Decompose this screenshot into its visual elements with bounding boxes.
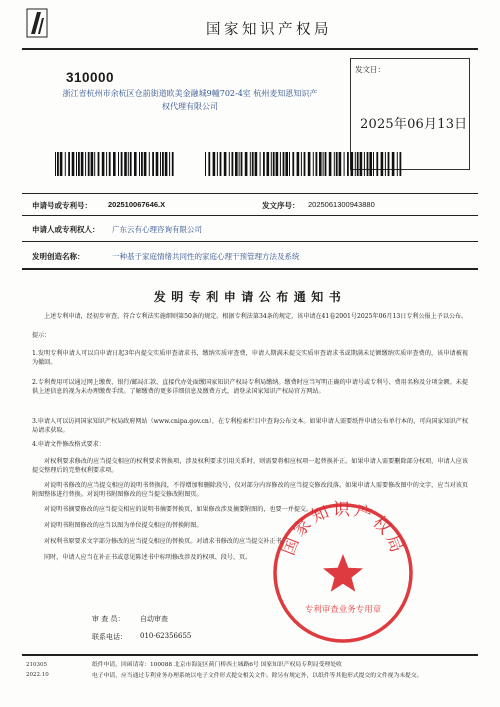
phone-number: 010-62356655 — [140, 632, 192, 640]
barcode-bar — [232, 152, 234, 176]
seal-ring-text: 国家知识产权局 — [278, 499, 408, 559]
barcode-bar — [57, 152, 59, 176]
barcode-bar — [124, 152, 127, 176]
barcode-bar — [141, 152, 143, 176]
barcode-bar — [388, 152, 390, 176]
barcode-bar — [60, 152, 63, 176]
doc-serial-label: 发文序号： — [262, 201, 300, 210]
hint-item-2: 2.专利费用可以通过网上缴费、银行/邮局汇款、直接代办处面缴国家知识产权局专利局缴纳。缴费时应当写明正确的申请号或专利号、费用名称及分项金额。未提供上述信息的视为未办理缴费手续。了解缴费的更多详细信息及缴费方式，请登录国家知识产权局官方网站。 — [32, 379, 468, 395]
seal-center-text: 专利审查业务专用章 — [304, 605, 382, 615]
hint-item-4: 4.申请文件修改格式要求： — [32, 441, 105, 448]
barcode-bar — [273, 152, 275, 176]
form-version: 2022.10 — [26, 672, 49, 678]
office-title: 国家知识产权局 — [206, 22, 332, 38]
form-code: 210305 — [26, 662, 47, 668]
barcode-bar — [94, 152, 95, 176]
examiner-name: 自动审查 — [140, 615, 168, 623]
barcode-bar — [160, 152, 161, 176]
barcode-bar — [301, 152, 302, 176]
issue-date-label: 发文日： — [355, 65, 385, 74]
recipient-address: 浙江省杭州市余杭区仓前街道欧美金融城9幢702-4室 杭州麦知恩知识产权代理有限公司 — [62, 89, 318, 111]
barcode-bar — [252, 152, 254, 176]
field-rule-top — [22, 193, 478, 194]
seal-star-icon — [323, 554, 363, 592]
postcode: 310000 — [66, 70, 115, 85]
barcode-bar — [367, 152, 369, 176]
barcode-bar — [283, 152, 285, 176]
cnipa-logo — [26, 8, 48, 38]
official-seal — [268, 498, 418, 648]
barcode-bar — [289, 152, 290, 176]
barcode-bar — [241, 152, 243, 176]
barcode-bar — [68, 152, 70, 176]
doc-serial-number: 2025061300943880 — [308, 200, 375, 209]
barcode-bar — [134, 152, 137, 176]
barcode-bar — [88, 152, 90, 176]
barcode-bar — [397, 152, 398, 176]
hint-item-5: 对权利要求修改的应当提交相应的权利要求替换项，涉及权利要求引用关系时，则需要将相应权项一起替换补正。如果申请人需要删除部分权项，申请人应该提交整理后的完整权利要求项。 — [32, 458, 468, 474]
barcode-bar — [55, 152, 56, 176]
phone-label: 联系电话： — [92, 633, 127, 641]
barcode-bar — [344, 152, 345, 176]
issue-date-stamp: 2025年06月13日 — [360, 117, 468, 132]
barcode-bar — [152, 152, 154, 176]
barcode-bar — [78, 152, 80, 176]
invention-title: 一种基于家庭情绪共同性的家庭心理干预管理方法及系统 — [112, 252, 300, 261]
barcode-bar — [364, 152, 365, 176]
barcode-bar — [260, 152, 261, 176]
barcode-bar — [271, 152, 272, 176]
hint-item-3: 3.申请人可以访问国家知识产权局政府网站（www.cnipa.gov.cn），在专利检索栏目中查询公布文本。如果申请人需要纸件申请公布单行本的，可向国家知识产权局请求获取。 — [32, 418, 468, 434]
barcode-bar — [334, 152, 335, 176]
barcode-bar — [213, 152, 216, 176]
barcode-bar — [313, 152, 314, 176]
barcode-bar — [400, 152, 402, 176]
barcode-bar — [376, 152, 378, 176]
barcode-bar — [336, 152, 338, 176]
barcode-bar — [250, 152, 251, 176]
barcode-bar — [351, 152, 354, 176]
header-rule — [22, 48, 478, 50]
barcode-bar — [357, 152, 359, 176]
barcode-bar — [65, 152, 66, 176]
field-rule-bottom — [22, 268, 478, 270]
examiner-label: 审 查 员： — [92, 615, 125, 623]
barcode-bar — [392, 152, 395, 176]
barcode-bar — [239, 152, 240, 176]
hint-item-7: 对说明书摘要修改的应当提交相应的说明书摘要替换页，如果修改涉及摘要附图的，也要一并提交。 — [44, 506, 313, 513]
barcode-bar — [121, 152, 123, 176]
barcode-bar — [165, 152, 168, 176]
barcode-bar — [102, 152, 105, 176]
barcode-bar — [91, 152, 94, 176]
barcode-bar — [355, 152, 356, 176]
notice-title: 发明专利申请公布通知书 — [153, 290, 347, 304]
barcode-bar — [109, 152, 111, 176]
barcode-bar — [76, 152, 77, 176]
barcode-bar — [255, 152, 258, 176]
applicant-label: 申请人或专利权人： — [32, 225, 100, 234]
barcode-bar — [81, 152, 84, 176]
application-number: 202510067646.X — [108, 200, 166, 209]
application-number-label: 申请号或专利号： — [32, 201, 92, 210]
barcode-right — [205, 152, 405, 176]
barcode-bar — [224, 152, 227, 176]
barcode-bar — [106, 152, 107, 176]
barcode-bar — [235, 152, 238, 176]
footer-line-2: 电子申请，应当通过专利业务办理系统以电子文件形式提交相关文件。除另有规定外，以纸件等其他形式提交的文件视为未提交。 — [92, 673, 423, 679]
barcode-bar — [220, 152, 222, 176]
barcode-bar — [267, 152, 270, 176]
notice-intro: 上述专利申请，经初步审查，符合专利法实施细则第50条的规定。根据专利法第34条的规定，该申请在41卷2001号2025年06月13日专利公报上予以公布。 — [44, 313, 468, 320]
barcode-bar — [118, 152, 119, 176]
hint-item-1: 1.发明专利申请人可以自申请日起3年内提交实质审查请求书、缴纳实质审查费，申请人期满未提交实质审查请求书或期满未足额缴纳实质审查费的，该申请被视为撤回。 — [32, 350, 468, 366]
hint-item-10: 同时，申请人应当在补正书或意见陈述书中标明修改涉及的权项、段号、页。 — [44, 554, 252, 561]
hint-label: 提示： — [32, 332, 51, 339]
barcode-bar — [360, 152, 363, 176]
hint-item-8: 对说明书附图修改的应当以图为单位提交相应的替换附图。 — [44, 522, 203, 529]
field-rule-1 — [22, 215, 478, 216]
hint-item-6: 对说明书修改的应当提交相应的说明书替换段，不得增加和删除段号，仅对部分内容修改的应当提交修改段落。如果申请人需要修改图中的文字，应当对该页附图整体进行替换。对说明书附图修改的应当提交修改附图页。 — [32, 482, 468, 498]
barcode-bar — [217, 152, 218, 176]
barcode-bar — [316, 152, 318, 176]
barcode-bar — [172, 152, 174, 176]
barcode-bar — [373, 152, 374, 176]
barcode-bar — [369, 152, 372, 176]
barcode-bar — [72, 152, 75, 176]
barcode-bar — [205, 152, 206, 176]
barcode-bar — [339, 152, 342, 176]
barcode-bar — [292, 152, 294, 176]
barcode-bar — [347, 152, 349, 176]
barcode-bar — [304, 152, 306, 176]
barcode-bar — [85, 152, 86, 176]
barcode-bar — [139, 152, 140, 176]
barcode-bar — [385, 152, 386, 176]
barcode-bar — [329, 152, 332, 176]
barcode-bar — [156, 152, 159, 176]
barcode-bar — [381, 152, 384, 176]
barcode-bar — [149, 152, 150, 176]
barcode-bar — [297, 152, 300, 176]
barcode-bar — [285, 152, 288, 176]
invention-title-label: 发明创造名称： — [32, 252, 85, 261]
barcode-bar — [323, 152, 324, 176]
barcode-bar — [319, 152, 322, 176]
barcode-bar — [144, 152, 147, 176]
barcode-bar — [128, 152, 129, 176]
footer-rule — [22, 654, 478, 656]
barcode-bar — [162, 152, 164, 176]
footer-line-1: 纸件申请，回函请寄：100088 北京市海淀区蓟门桥西土城路6号 国家知识产权局专利局受理处收 — [92, 662, 342, 668]
applicant-name: 广东云有心理咨询有限公司 — [112, 225, 202, 234]
barcode-bar — [276, 152, 279, 176]
hint-item-9: 对权利书原要求文字部分修改的应当提交相应的替换页。对请求书修改的应当提交补正书。 — [44, 538, 288, 545]
barcode-bar — [280, 152, 281, 176]
barcode-bar — [308, 152, 311, 176]
barcode-bar — [325, 152, 327, 176]
barcode-bar — [98, 152, 100, 176]
barcode-bar — [229, 152, 230, 176]
barcode-bar — [245, 152, 248, 176]
barcode-left — [55, 152, 175, 176]
barcode-bar — [263, 152, 265, 176]
barcode-bar — [113, 152, 116, 176]
barcode-bar — [208, 152, 210, 176]
barcode-bar — [169, 152, 170, 176]
field-rule-2 — [22, 241, 478, 242]
barcode-bar — [130, 152, 132, 176]
